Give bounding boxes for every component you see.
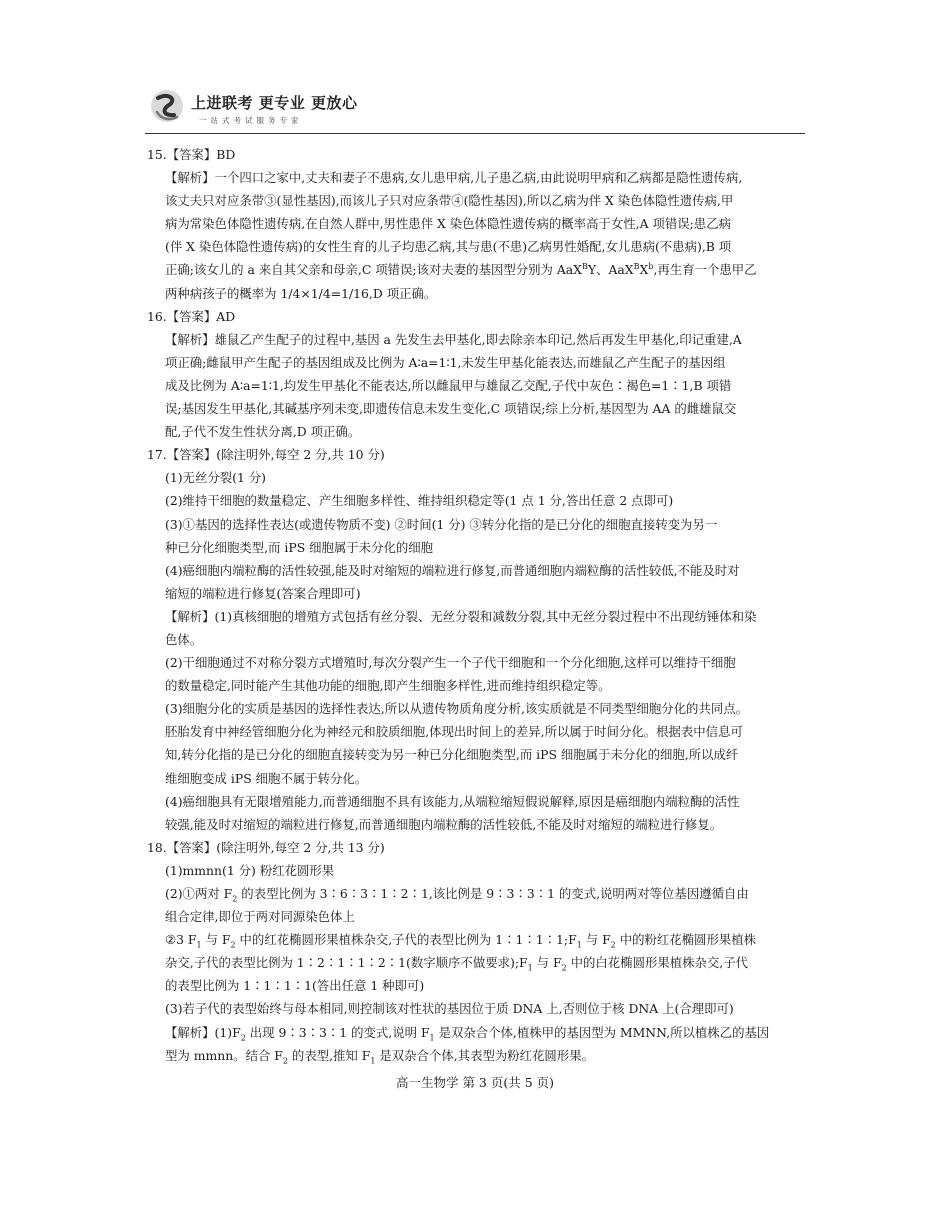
q18-answer-line: ②3 $F_1$ 与 $F_2$ 中的红花椭圆形果植株杂交,子代的表型比例为 $1∶1∶1∶1;F_1$ 与 $F_2$ 中的粉红花椭圆形果植株	[165, 932, 757, 950]
q18-explanation-line: 【解析】$(1)F_2$ 出现 9∶3∶3∶1 的变式,说明 $F_1$ 是双杂合个体,植株甲的基因型为 MMNN,所以植株乙的基因	[165, 1024, 770, 1043]
q16-explanation-line: 成及比例为 A∶a=1∶1,均发生甲基化不能表达,所以雌鼠甲与雄鼠乙交配,子代中灰色∶褐色=1∶1,B 项错	[165, 377, 732, 393]
q18-answer-line: (3)若子代的表型始终与母本相同,则控制该对性状的基因位于质 DNA 上,否则位于核 DNA 上(合理即可)	[165, 1001, 734, 1017]
q15-explanation-line: (伴 X 染色体隐性遗传病)的女性生育的儿子均患乙病,其与患(不患)乙病男性婚配,女儿患病(不患病),B 项	[165, 239, 732, 255]
q17-answer-line: (2)维持干细胞的数量稳定、产生细胞多样性、维持组织稳定等(1 点 1 分,答出任意 2 点即可)	[165, 493, 674, 509]
q18-answer-line: 的表型比例为 1∶1∶1∶1(答出任意 1 种即可)	[165, 978, 425, 994]
q17-explanation-line: 知,转分化指的是已分化的细胞直接转变为另一种已分化细胞类型,而 iPS 细胞属于未分化的细胞,所以成纤	[165, 747, 739, 763]
logo-icon	[149, 88, 185, 124]
logo-subtitle: 一站式考试服务专家	[199, 116, 303, 125]
q17-explanation-line: 色体。	[165, 631, 203, 647]
q15-explanation-line: 正确;该女儿的 a 来自其父亲和母亲,C 项错误;该对夫妻的基因型分别为 AaX$^B$Y、$AaX^BX^b$,再生育一个患甲乙	[165, 262, 757, 278]
q17-answer-line: 缩短的端粒进行修复(答案合理即可)	[165, 585, 361, 601]
q17-explanation-line: 较强,能及时对缩短的端粒进行修复,而普通细胞内端粒酶的活性较低,不能及时对缩短的端粒进行修复。	[165, 816, 723, 832]
q17-explanation-line: 【解析】(1)真核细胞的增殖方式包括有丝分裂、无丝分裂和减数分裂,其中无丝分裂过程中不出现纺锤体和染	[165, 608, 757, 624]
q17-explanation-line: 维细胞变成 iPS 细胞不属于转分化。	[165, 770, 368, 786]
q18-answer-line: 杂交,子代的表型比例为 1∶2∶1∶1∶2∶1(数字顺序不做要求)$;F_1$ 与 $F_2$ 中的白花椭圆形果植株杂交,子代	[165, 955, 749, 973]
q15-explanation-line: 该丈夫只对应条带③(显性基因),而该儿子只对应条带④(隐性基因),所以乙病为伴 X 染色体隐性遗传病,甲	[165, 193, 734, 209]
page-footer: 高一生物学 第 3 页(共 5 页)	[395, 1075, 555, 1090]
q17-explanation-line: 的数量稳定,同时能产生其他功能的细胞,即产生细胞多样性,进而维持组织稳定等。	[165, 678, 611, 694]
q16-answer: 16.【答案】AD	[147, 308, 236, 324]
q17-explanation-line: (4)癌细胞具有无限增殖能力,而普通细胞不具有该能力,从端粒缩短假说解释,原因是癌细胞内端粒酶的活性	[165, 793, 740, 809]
q17-answer-line: (4)癌细胞内端粒酶的活性较强,能及时对缩短的端粒进行修复,而普通细胞内端粒酶的活性较低,不能及时对	[165, 562, 740, 578]
q15-explanation-line: 病为常染色体隐性遗传病,在自然人群中,男性患伴 X 染色体隐性遗传病的概率高于女性,A 项错误;患乙病	[165, 216, 731, 232]
q18-answer-line: 组合定律,即位于两对同源染色体上	[165, 909, 355, 925]
q16-explanation-line: 项正确;雌鼠甲产生配子的基因组成及比例为 A∶a=1∶1,未发生甲基化能表达,而雄鼠乙产生配子的基因组	[165, 354, 726, 370]
q17-explanation-line: (2)干细胞通过不对称分裂方式增殖时,每次分裂产生一个子代干细胞和一个分化细胞,这样可以维持干细胞	[165, 655, 736, 671]
logo-text: 上进联考 更专业 更放心	[191, 94, 358, 112]
q18-answer-line: (2)①两对 $F_2$ 的表型比例为 3∶6∶3∶1∶2∶1,该比例是 9∶3∶3∶1 的变式,说明两对等位基因遵循自由	[165, 886, 749, 904]
q17-explanation-line: (3)细胞分化的实质是基因的选择性表达,所以从遗传物质角度分析,该实质就是不同类型细胞分化的共同点。	[165, 701, 749, 717]
q15-explanation-line: 两种病孩子的概率为 1/4×1/4=1/16,D 项正确。	[165, 285, 437, 301]
q17-answer-line: (1)无丝分裂(1 分)	[165, 470, 266, 486]
q17-answer-line: 种已分化细胞类型,而 iPS 细胞属于未分化的细胞	[165, 539, 434, 555]
q16-explanation-line: 配,子代不发生性状分离,D 项正确。	[165, 424, 361, 440]
q17-answer-line: (3)①基因的选择性表达(或遗传物质不变) ②时间(1 分) ③转分化指的是已分化的细胞直接转变为另一	[165, 516, 718, 532]
header-divider	[145, 133, 805, 134]
q18-explanation-line: 型为 mmnn。结合 $F_2$ 的表型,推知 $F_1$ 是双杂合个体,其表型为粉红花圆形果。	[165, 1047, 594, 1066]
q15-answer: 15.【答案】BD	[147, 147, 236, 162]
q17-explanation-line: 胚胎发育中神经管细胞分化为神经元和胶质细胞,体现出时间上的差异,所以属于时间分化。根据表中信息可	[165, 724, 743, 740]
q17-answer: 17.【答案】(除注明外,每空 2 分,共 10 分)	[147, 447, 385, 463]
page-header	[145, 84, 805, 134]
q18-answer: 18.【答案】(除注明外,每空 2 分,共 13 分)	[147, 839, 385, 855]
q18-answer-line: (1)mmnn(1 分) 粉红花圆形果	[165, 862, 335, 878]
answer-content	[147, 143, 807, 1067]
q15-explanation-line: 【解析】一个四口之家中,丈夫和妻子不患病,女儿患甲病,儿子患乙病,由此说明甲病和乙病都是隐性遗传病,	[165, 170, 743, 186]
q16-explanation-line: 误;基因发生甲基化,其碱基序列未变,即遗传信息未发生变化,C 项错误;综上分析,基因型为 AA 的雌雄鼠交	[165, 401, 737, 417]
q16-explanation-line: 【解析】雄鼠乙产生配子的过程中,基因 a 先发生去甲基化,即去除亲本印记,然后再发生甲基化,印记重建,A	[165, 331, 742, 347]
